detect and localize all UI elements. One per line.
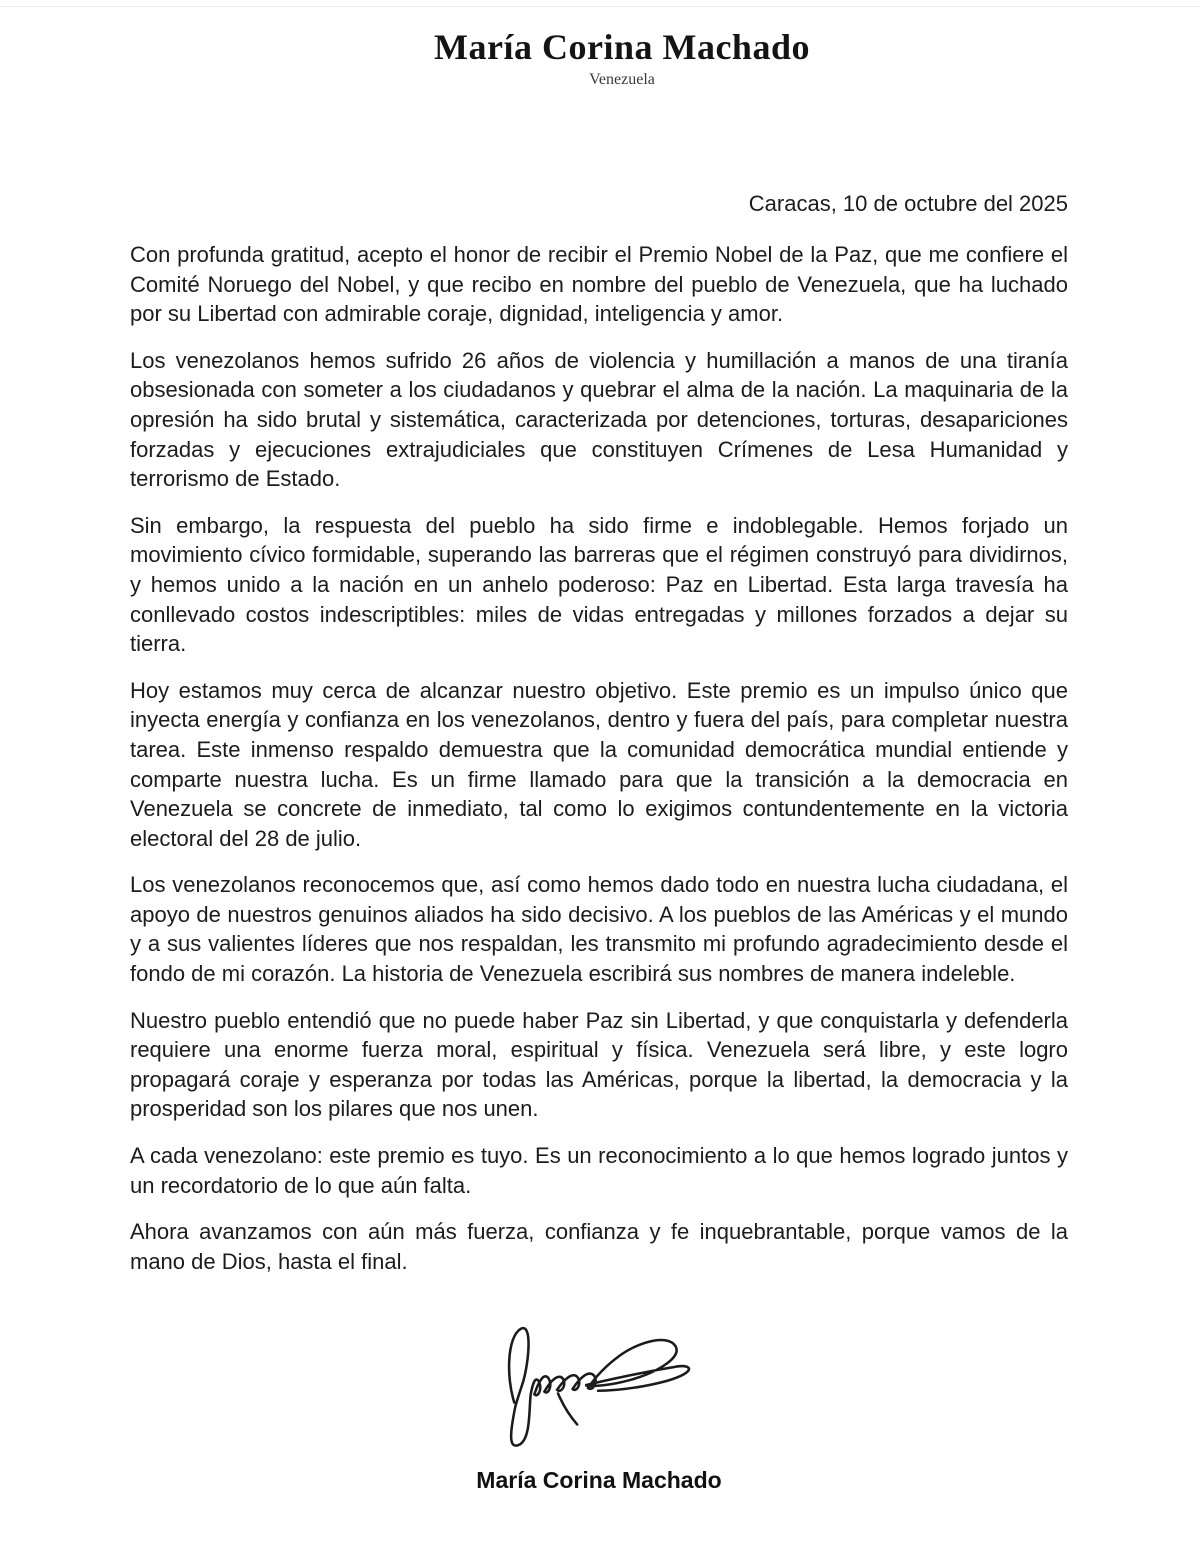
paragraph-suffering: Los venezolanos hemos sufrido 26 años de violencia y humillación a manos de una tiranía obsesionada con someter a los ciudadanos y quebrar el alma de la nación. La maquinaria de la opresión ha sido brutal y sistemática, caracterizada por detenciones, torturas, desapariciones forzadas y ejecuciones extrajudiciales que constituyen Crímenes de Lesa Humanidad y terrorismo de Estado. <box>130 347 1068 492</box>
signature-scribble-icon <box>487 1308 701 1448</box>
scan-edge-line <box>0 6 1200 7</box>
paragraph-final: Ahora avanzamos con aún más fuerza, confianza y fe inquebrantable, porque vamos de la mano de Dios, hasta el final. <box>130 1219 1068 1274</box>
letterhead-subtitle: Venezuela <box>589 71 655 88</box>
paragraph-premio-tuyo: A cada venezolano: este premio es tuyo. Es un reconocimiento a lo que hemos logrado juntos y un recordatorio de lo que aún falta. <box>130 1143 1068 1198</box>
paragraph-gratitude: Con profunda gratitud, acepto el honor de recibir el Premio Nobel de la Paz, que me confiere el Comité Noruego del Nobel, y que recibo en nombre del pueblo de Venezuela, que ha luchado por su Libertad con admirable coraje, dignidad, inteligencia y amor. <box>130 242 1068 327</box>
signature-block <box>130 1308 1068 1494</box>
dateline: Caracas, 10 de octubre del 2025 <box>748 191 1068 216</box>
letterhead-name: María Corina Machado <box>434 27 810 67</box>
paragraph-allies: Los venezolanos reconocemos que, así como hemos dado todo en nuestra lucha ciudadana, el apoyo de nuestros genuinos aliados ha sido decisivo. A los pueblos de las Américas y el mundo y a sus valientes líderes que nos respaldan, les transmito mi profundo agradecimiento desde el fondo de mi corazón. La historia de Venezuela escribirá sus nombres de manera indeleble. <box>130 872 1068 987</box>
paragraph-paz-libertad: Nuestro pueblo entendió que no puede haber Paz sin Libertad, y que conquistarla y defenderla requiere una enorme fuerza moral, espiritual y física. Venezuela será libre, y este logro propagará coraje y esperanza por todas las Américas, porque la libertad, la democracia y la prosperidad son los pilares que nos unen. <box>130 1007 1068 1122</box>
letterhead <box>130 26 1068 89</box>
letter-body <box>130 240 1068 1276</box>
paragraph-response: Sin embargo, la respuesta del pueblo ha sido firme e indoblegable. Hemos forjado un movimiento cívico formidable, superando las barreras que el régimen construyó para dividirnos, y hemos unido a la nación en un anhelo poderoso: Paz en Libertad. Esta larga travesía ha conllevado costos indescriptibles: miles de vidas entregadas y millones forzados a dejar su tierra. <box>130 512 1068 657</box>
paragraph-objective: Hoy estamos muy cerca de alcanzar nuestro objetivo. Este premio es un impulso único que inyecta energía y confianza en los venezolanos, dentro y fuera del país, para completar nuestra tarea. Este inmenso respaldo demuestra que la comunidad democrática mundial entiende y comparte nuestra lucha. Es un firme llamado para que la transición a la democracia en Venezuela se concrete de inmediato, tal como lo exigimos contundentemente en la victoria electoral del 28 de julio. <box>130 677 1068 851</box>
printed-signature-name: María Corina Machado <box>476 1467 722 1494</box>
